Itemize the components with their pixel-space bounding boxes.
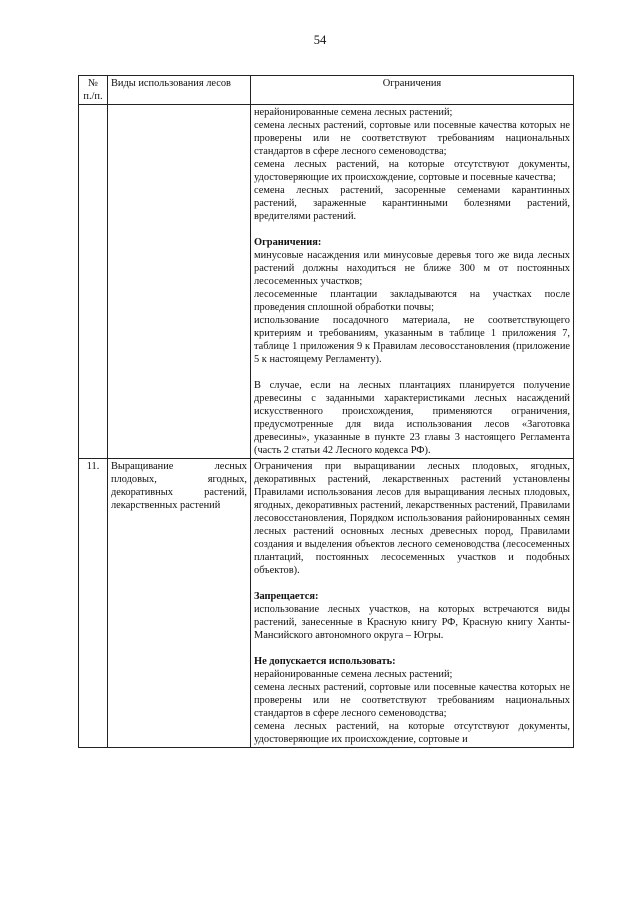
- restriction-paragraph: семена лесных растений, на которые отсутствуют документы, удостоверяющие их происхождение, сортовые и посевные качества;: [254, 159, 570, 183]
- restriction-paragraph: использование посадочного материала, не соответствующего критериям и требованиям, указанным в таблице 1 приложения 7, таблице 1 приложения 9 к Правилам лесовосстановления (приложение 5 к настоящему Регламенту).: [254, 315, 570, 365]
- header-number: № п./п.: [79, 76, 108, 105]
- row-restrictions: [251, 459, 574, 748]
- restriction-paragraph: семена лесных растений, на которые отсутствуют документы, удостоверяющие их происхождение, сортовые и: [254, 721, 570, 745]
- section-heading: Ограничения:: [254, 237, 322, 248]
- restriction-paragraph: семена лесных растений, сортовые или посевные качества которых не проверены или не соответствуют требованиям национальных стандартов в сфере лесного семеноводства;: [254, 120, 570, 157]
- section-heading: Запрещается:: [254, 591, 319, 602]
- header-restrictions: Ограничения: [251, 76, 574, 105]
- restriction-paragraph: минусовые насаждения или минусовые деревья того же вида лесных растений должны находиться не ближе 300 м от постоянных лесосеменных участков;: [254, 250, 570, 287]
- row-restrictions: [251, 105, 574, 459]
- row-use-type: [108, 459, 251, 748]
- use-type-text: Выращивание лесных плодовых, ягодных, декоративных растений, лекарственных растений: [111, 461, 247, 511]
- restriction-paragraph: использование лесных участков, на которых встречаются виды растений, занесенные в Красную книгу РФ, Красную книгу Ханты-Мансийского автономного округа – Югры.: [254, 604, 570, 641]
- restriction-paragraph: лесосеменные плантации закладываются на участках после проведения сплошной обработки почвы;: [254, 289, 570, 313]
- row-number: 11.: [79, 459, 108, 748]
- restriction-paragraph: Ограничения при выращивании лесных плодовых, ягодных, декоративных растений, лекарственных растений установлены Правилами использования лесов для выращивания лесных плодовых, ягодных, декоративных растений, лекарственных растений, Правилами лесовосстановления, Порядком использования районированных семян лесных растений основных лесных древесных пород, Правилами создания и выделения объектов лесного семеноводства (лесосеменных плантаций, постоянных лесосеменных участков и подобных объектов).: [254, 461, 570, 576]
- row-number: [79, 105, 108, 459]
- row-use-type: [108, 105, 251, 459]
- restriction-paragraph: семена лесных растений, засоренные семенами карантинных растений, зараженные карантинными болезнями растений, вредителями растений.: [254, 185, 570, 222]
- restriction-paragraph: В случае, если на лесных плантациях планируется получение древесины с заданными характеристиками лесных насаждений искусственного происхождения, применяются ограничения, предусмотренные для вида использования лесов «Заготовка древесины», указанные в пункте 23 главы 3 настоящего Регламента (часть 2 статьи 42 Лесного кодекса РФ).: [254, 380, 570, 456]
- header-forest-uses: Виды использования лесов: [108, 76, 251, 105]
- table-row-11: [79, 459, 574, 748]
- restriction-paragraph: семена лесных растений, сортовые или посевные качества которых не проверены или не соответствуют требованиям национальных стандартов в сфере лесного семеноводства;: [254, 682, 570, 719]
- table-row-continued: [79, 105, 574, 459]
- regulation-table: [78, 75, 574, 748]
- restriction-paragraph: нерайонированные семена лесных растений;: [254, 669, 453, 680]
- page-number: 54: [313, 33, 327, 47]
- table-header-row: [79, 76, 574, 105]
- restriction-paragraph: нерайонированные семена лесных растений;: [254, 107, 453, 118]
- section-heading: Не допускается использовать:: [254, 656, 396, 667]
